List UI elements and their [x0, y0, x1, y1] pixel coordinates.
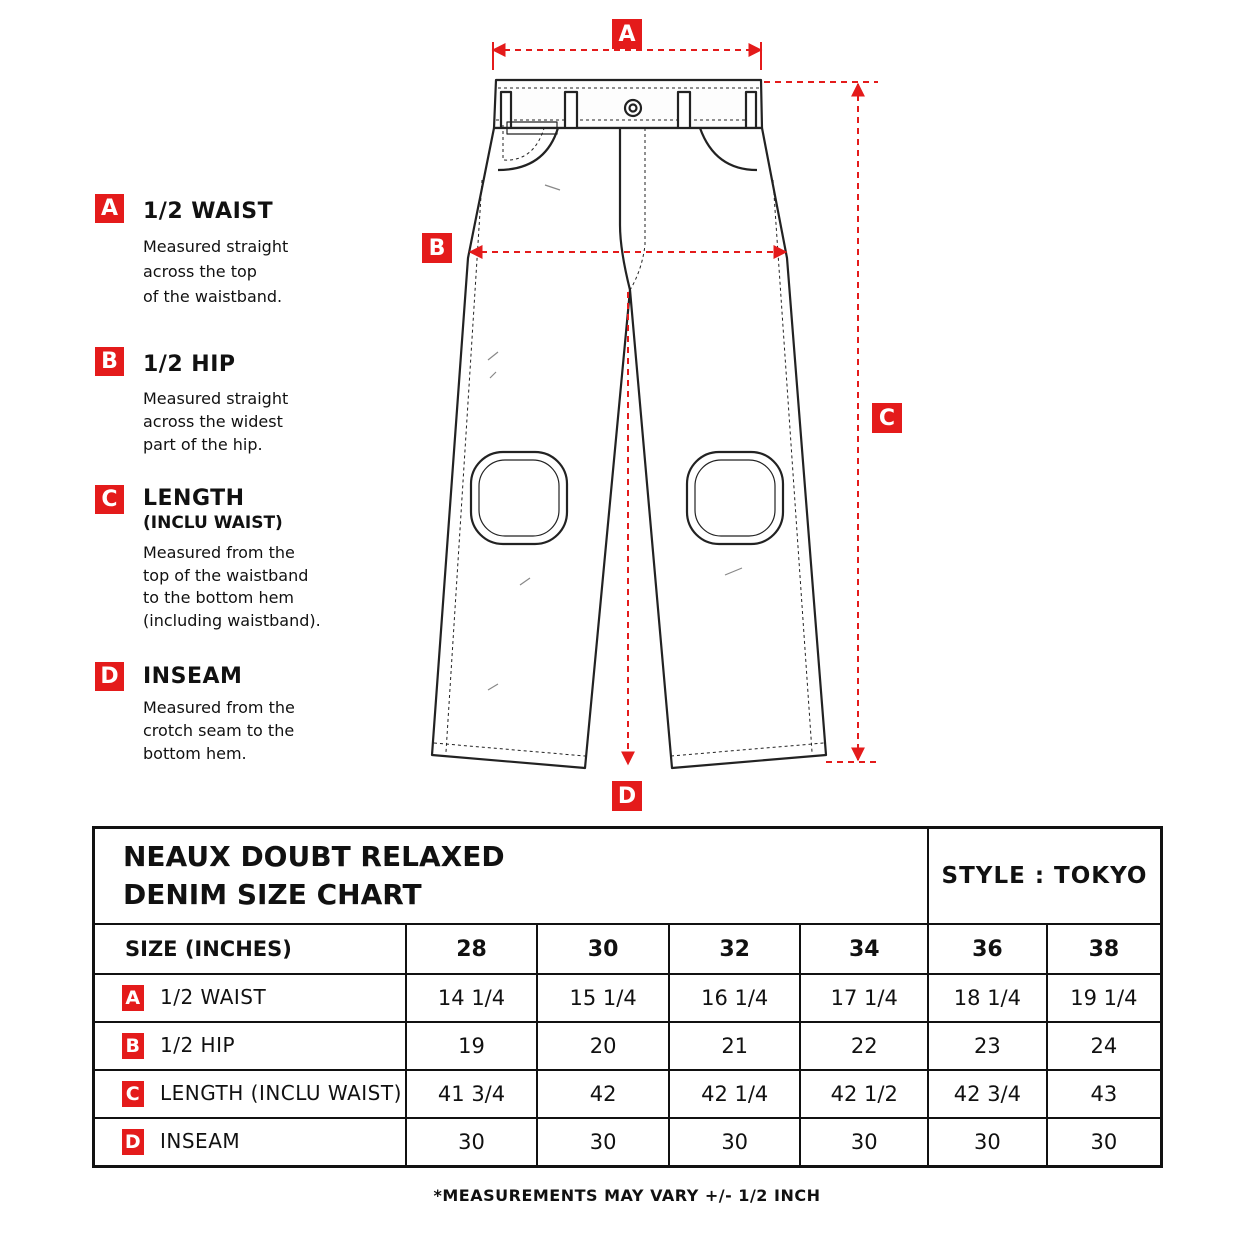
inseam-label-badge: D — [612, 781, 642, 811]
table-cell: 30 — [800, 1118, 928, 1167]
table-cell: 42 3/4 — [928, 1070, 1047, 1118]
table-cell: 42 1/2 — [800, 1070, 928, 1118]
table-cell: 24 — [1047, 1022, 1162, 1070]
table-cell: 23 — [928, 1022, 1047, 1070]
legend-subtitle: (INCLU WAIST) — [143, 513, 283, 533]
length-label-badge: C — [872, 403, 902, 433]
size-column-header: 30 — [537, 924, 669, 974]
table-cell: 42 1/4 — [669, 1070, 801, 1118]
row-label: D INSEAM — [94, 1118, 406, 1167]
chart-title: NEAUX DOUBT RELAXED DENIM SIZE CHART — [94, 828, 929, 925]
table-cell: 16 1/4 — [669, 974, 801, 1022]
table-cell: 19 1/4 — [1047, 974, 1162, 1022]
table-cell: 30 — [928, 1118, 1047, 1167]
size-column-header: 38 — [1047, 924, 1162, 974]
legend-description: Measured from the crotch seam to the bottom hem. — [143, 698, 295, 763]
size-column-header: 32 — [669, 924, 801, 974]
row-badge: D — [122, 1129, 144, 1155]
table-cell: 17 1/4 — [800, 974, 928, 1022]
table-cell: 30 — [537, 1118, 669, 1167]
table-cell: 30 — [669, 1118, 801, 1167]
table-row-length — [94, 1070, 1162, 1118]
table-cell: 18 1/4 — [928, 974, 1047, 1022]
legend-description: Measured straight across the top of the waistband. — [143, 237, 289, 306]
legend-badge: A — [95, 194, 124, 223]
legend-title: INSEAM — [143, 664, 243, 689]
size-column-header: 34 — [800, 924, 928, 974]
row-badge: A — [122, 985, 144, 1011]
legend-title: 1/2 HIP — [143, 352, 236, 377]
table-cell: 14 1/4 — [406, 974, 538, 1022]
legend-description: Measured from the top of the waistband to the bottom hem (including waistband). — [143, 543, 321, 630]
legend-badge: B — [95, 347, 124, 376]
table-row-hip — [94, 1022, 1162, 1070]
legend-badge: C — [95, 485, 124, 514]
measurement-disclaimer: *MEASUREMENTS MAY VARY +/- 1/2 INCH — [433, 1186, 821, 1205]
table-row-waist — [94, 974, 1162, 1022]
table-cell: 21 — [669, 1022, 801, 1070]
size-header-row — [94, 924, 1162, 974]
table-cell: 30 — [406, 1118, 538, 1167]
legend-description: Measured straight across the widest part of the hip. — [143, 389, 289, 454]
size-header-label: SIZE (INCHES) — [94, 924, 406, 974]
row-badge: B — [122, 1033, 144, 1059]
table-cell: 30 — [1047, 1118, 1162, 1167]
hip-label-badge: B — [422, 233, 452, 263]
legend-title: 1/2 WAIST — [143, 199, 274, 224]
table-cell: 19 — [406, 1022, 538, 1070]
table-cell: 43 — [1047, 1070, 1162, 1118]
table-cell: 41 3/4 — [406, 1070, 538, 1118]
table-cell: 42 — [537, 1070, 669, 1118]
table-row-inseam — [94, 1118, 1162, 1167]
size-column-header: 36 — [928, 924, 1047, 974]
row-label: C LENGTH (INCLU WAIST) — [94, 1070, 406, 1118]
style-label: STYLE : TOKYO — [928, 828, 1161, 925]
row-label: B 1/2 HIP — [94, 1022, 406, 1070]
waist-label-badge: A — [612, 19, 642, 49]
size-column-header: 28 — [406, 924, 538, 974]
size-chart-table — [92, 826, 1163, 1168]
legend-title: LENGTH — [143, 486, 245, 511]
legend-badge: D — [95, 662, 124, 691]
row-badge: C — [122, 1081, 144, 1107]
table-cell: 22 — [800, 1022, 928, 1070]
row-label: A 1/2 WAIST — [94, 974, 406, 1022]
table-cell: 20 — [537, 1022, 669, 1070]
table-cell: 15 1/4 — [537, 974, 669, 1022]
